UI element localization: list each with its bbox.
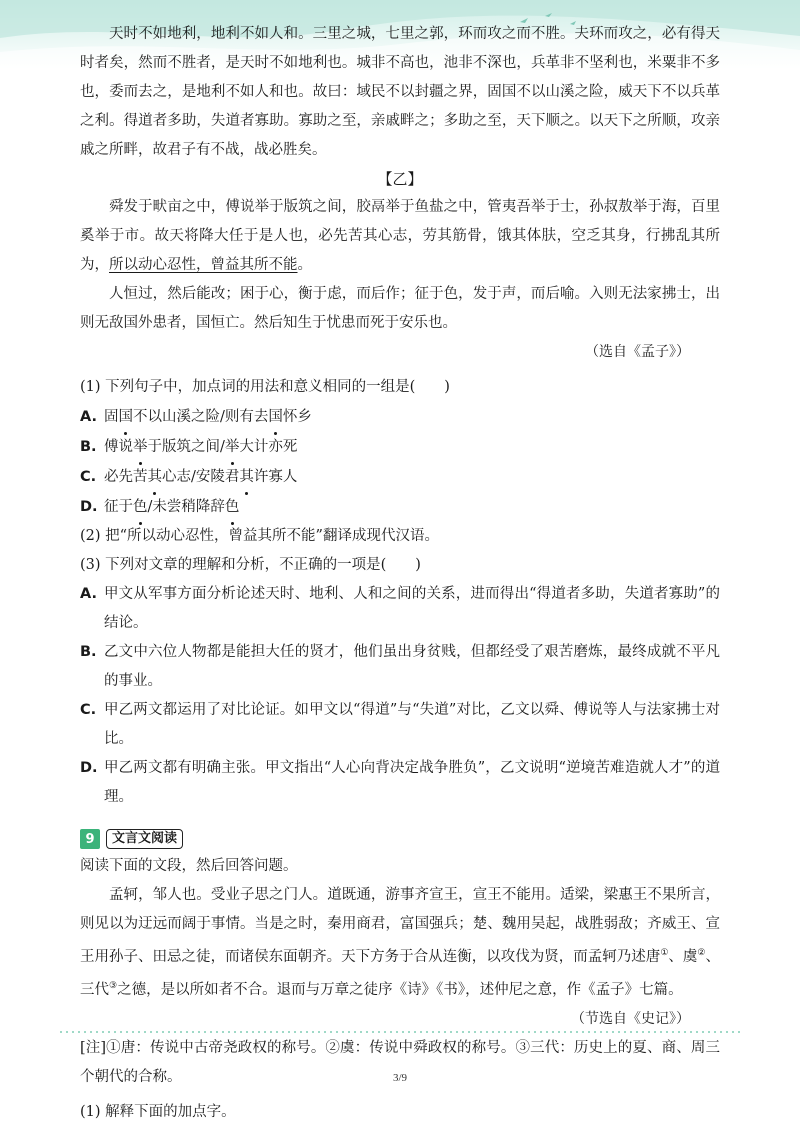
question-2: (2) 把“所以动心忍性，曾益其所不能”翻译成现代汉语。 [80,528,439,544]
dotted-char: 色 [133,492,148,522]
dotted-char: 其 [148,462,163,492]
option-d: D. 甲乙两文都有明确主张。甲文指出“人心向背决定战争胜负”，乙文说明“逆境苦难造就人才”的道理。 [80,760,720,805]
option-a: A. 固国不以山溪之险/则有去国怀乡 [80,402,720,432]
question-type-badge: 文言文阅读 [106,829,183,849]
source-citation: （节选自《史记》） [571,1010,690,1027]
passage-mengke: 孟轲，邹人也。受业子思之门人。道既通，游事齐宣王，宣王不能用。适梁，梁惠王不果所言，则见以为迂远而阔于事情。当是之时，秦用商君，富国强兵；楚、魏用吴起，战胜弱敌；齐威王、宣王用孙子、田忌之徒，而诸侯东面朝齐。天下方务于合从连衡，以攻伐为贤，而孟轲乃述唐①、虞②、三代③之德，是以所如者不合。退而与万章之徒序《诗》《书》，述仲尼之意，作《孟子》七篇。 [80,887,720,998]
option-a: A. 甲文从军事方面分析论述天时、地利、人和之间的关系，进而得出“得道者多助，失道者寡助”的结论。 [80,586,720,631]
option-b: B. 傅说举于版筑之间/举大计亦死 [80,432,720,462]
question-1: (1) 下列句子中，加点词的用法和意义相同的一组是( ) [80,379,450,395]
dotted-char: 举 [133,432,148,462]
question-3: (3) 下列对文章的理解和分析，不正确的一项是( ) [80,557,421,573]
option-c: C. 必先苦其心志/安陵君其许寡人 [80,462,720,492]
underlined-sentence: 所以动心忍性，曾益其所不能 [109,257,298,273]
option-b: B. 乙文中六位人物都是能担大任的贤才，他们虽出身贫贱，但都经受了艰苦磨炼，最终成就不平凡的事业。 [80,644,720,689]
option-c: C. 甲乙两文都运用了对比论证。如甲文以“得道”与“失道”对比，乙文以舜、傅说等人与法家拂士对比。 [80,702,720,747]
passage-yi-para-1: 舜发于畎亩之中，傅说举于版筑之间，胶鬲举于鱼盐之中，管夷吾举于士，孙叔敖举于海，百里奚举于市。故天将降大任于是人也，必先苦其心志，劳其筋骨，饿其体肤，空乏其身，行拂乱其所为，所以动心忍性，曾益其所不能。 [80,199,720,273]
question-9-1: (1) 解释下面的加点字。 [80,1103,236,1120]
annotation-note: [注]①唐：传说中古帝尧政权的称号。②虞：传说中舜政权的称号。③三代：历史上的夏、商、周三个朝代的合称。 [80,1039,720,1085]
dotted-char: 举 [225,432,240,462]
question-3-options [80,580,720,812]
dotted-char: 国 [119,402,134,432]
source-citation: （选自《孟子》） [585,344,690,360]
dotted-char: 色 [225,492,240,522]
passage-jia: 天时不如地利，地利不如人和。三里之城，七里之郭，环而攻之而不胜。夫环而攻之，必有得天时者矣，然而不胜者，是天时不如地利也。城非不高也，池非不深也，兵革非不坚利也，米粟非不多也，委而去之，是地利不如人和也。故曰：域民不以封疆之界，固国不以山溪之险，威天下不以兵革之利。得道者多助，失道者寡助。寡助之至，亲戚畔之；多助之至，天下顺之。以天下之所顺，攻亲戚之所畔，故君子有不战，战必胜矣。 [80,26,720,158]
page-content [80,20,720,1127]
page-number: 3/9 [392,1072,408,1084]
dotted-char: 国 [268,402,283,432]
question-1-options [80,402,720,522]
question-number-badge: 9 [80,829,100,849]
yi-heading: 【乙】 [377,170,423,188]
passage-yi-para-2: 人恒过，然后能改；困于心，衡于虑，而后作；征于色，发于声，而后喻。入则无法家拂士，出则无敌国外患者，国恒亡。然后知生于忧患而死于安乐也。 [80,286,720,331]
section-9-instruction: 阅读下面的文段，然后回答问题。 [80,858,298,874]
footer-dotted-divider [60,1030,740,1034]
dotted-char: 其 [239,462,254,492]
option-d: D. 征于色/未尝稍降辞色 [80,492,720,522]
section-9-header [80,826,720,852]
